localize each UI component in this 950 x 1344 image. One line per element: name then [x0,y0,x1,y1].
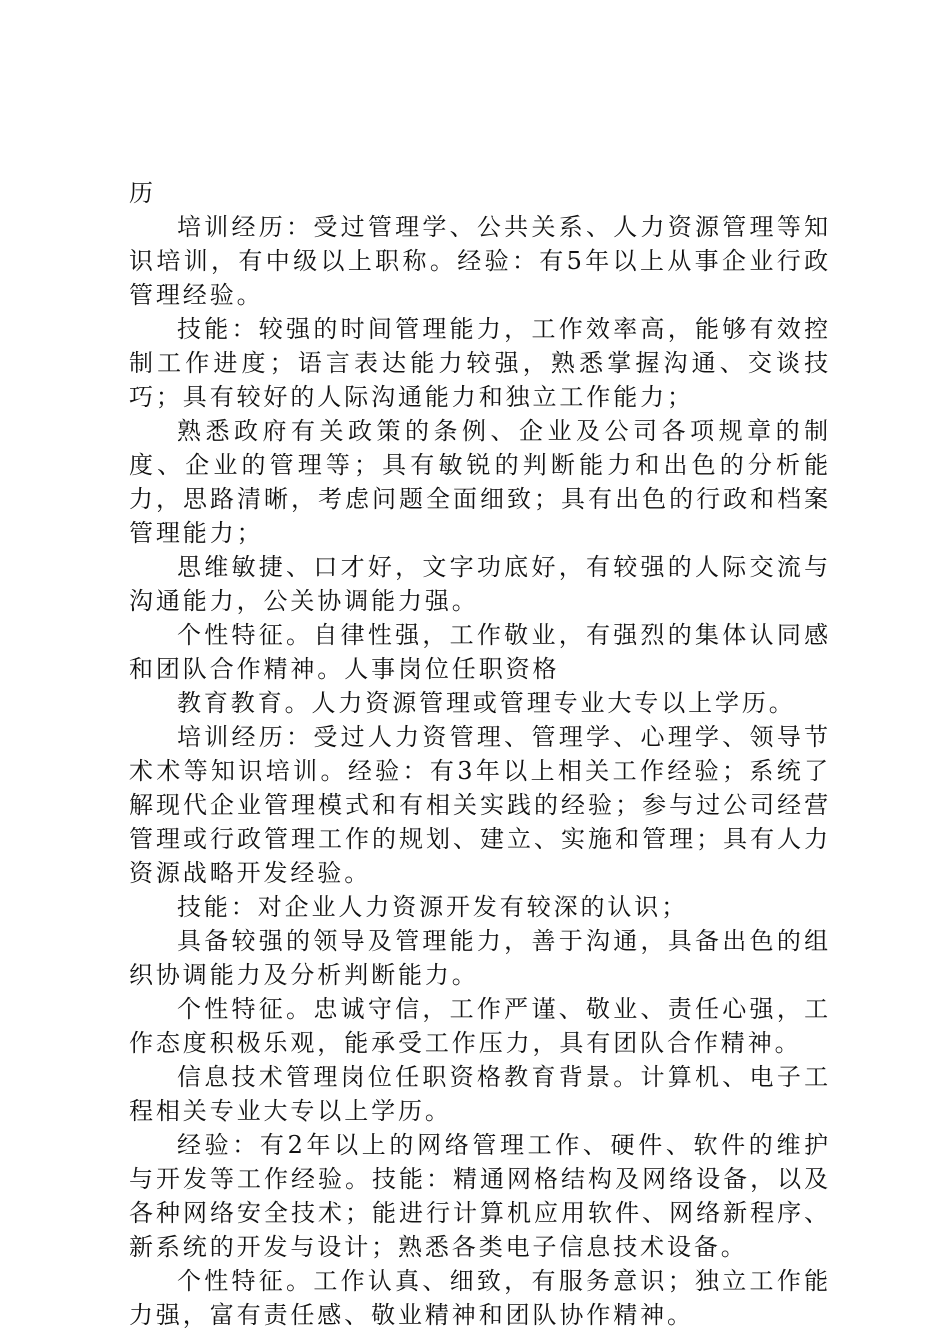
paragraph-2: 技能：较强的时间管理能力，工作效率高，能够有效控制工作进度；语言表达能力较强，熟悉掌握沟通、交谈技巧；具有较好的人际沟通能力和独立工作能力； [129,315,831,411]
paragraph-11: 信息技术管理岗位任职资格教育背景。计算机、电子工程相关专业大专以上学历。 [129,1063,831,1125]
paragraph-4: 思维敏捷、口才好，文字功底好，有较强的人际交流与沟通能力，公关协调能力强。 [129,553,831,615]
paragraph-3: 熟悉政府有关政策的条例、企业及公司各项规章的制度、企业的管理等；具有敏锐的判断能力和出色的分析能力，思路清晰，考虑问题全面细致；具有出色的行政和档案管理能力； [129,417,831,547]
paragraph-0: 历 [129,179,156,207]
paragraph-12: 经验：有2年以上的网络管理工作、硬件、软件的维护与开发等工作经验。技能：精通网格结构及网络设备，以及各种网络安全技术；能进行计算机应用软件、网络新程序、新系统的开发与设计；熟悉各类电子信息技术设备。 [129,1131,831,1261]
paragraph-5: 个性特征。自律性强，工作敬业，有强烈的集体认同感和团队合作精神。人事岗位任职资格 [129,621,831,683]
paragraph-13: 个性特征。工作认真、细致，有服务意识；独立工作能力强，富有责任感、敬业精神和团队协作精神。 [129,1267,831,1329]
paragraph-10: 个性特征。忠诚守信，工作严谨、敬业、责任心强，工作态度积极乐观，能承受工作压力，具有团队合作精神。 [129,995,831,1057]
paragraph-6: 教育教育。人力资源管理或管理专业大专以上学历。 [177,689,796,717]
paragraph-1: 培训经历：受过管理学、公共关系、人力资源管理等知识培训，有中级以上职称。经验：有5年以上从事企业行政管理经验。 [129,213,831,309]
paragraph-8: 技能：对企业人力资源开发有较深的认识； [177,893,689,921]
paragraph-9: 具备较强的领导及管理能力，善于沟通，具备出色的组织协调能力及分析判断能力。 [129,927,831,989]
paragraph-7: 培训经历：受过人力资管理、管理学、心理学、领导节术术等知识培训。经验：有3年以上相关工作经验；系统了解现代企业管理模式和有相关实践的经验；参与过公司经营管理或行政管理工作的规划、建立、实施和管理；具有人力资源战略开发经验。 [129,723,831,887]
document-page [129,176,831,1332]
